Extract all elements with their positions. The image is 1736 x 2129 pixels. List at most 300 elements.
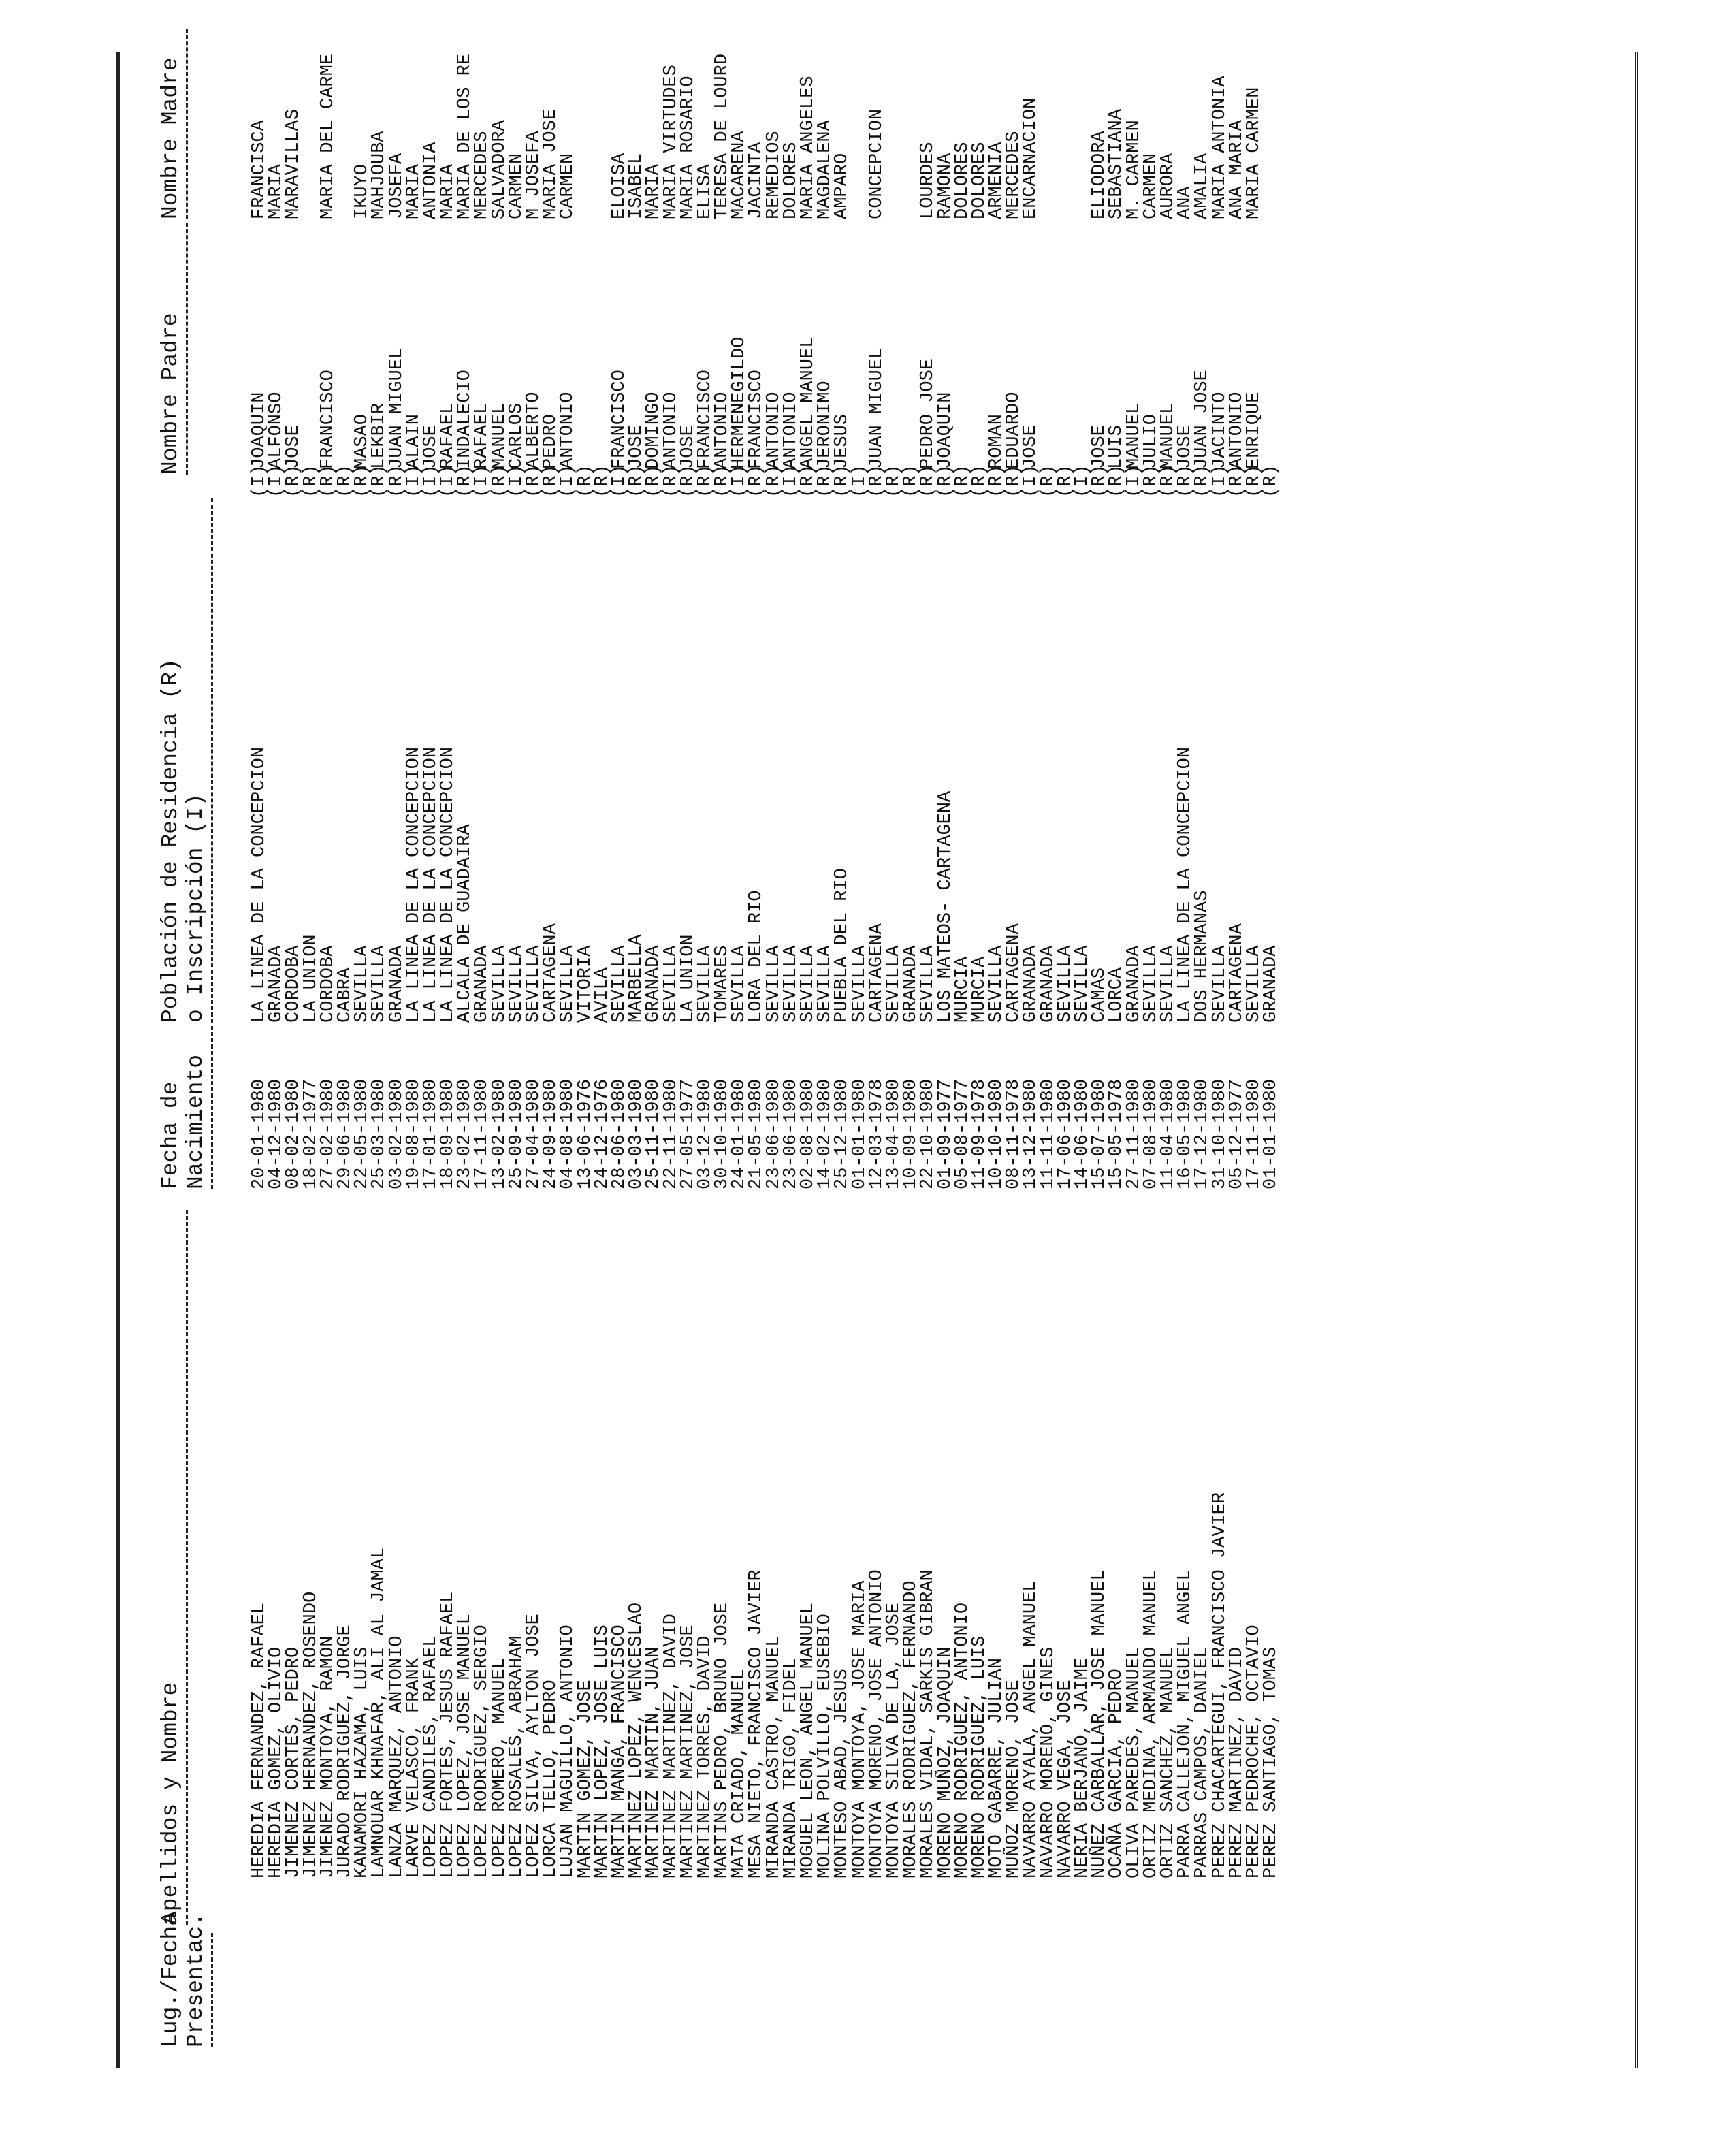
cell-apellidos-nombre: MONTOYA SILVA DE LA, JOSE — [883, 1602, 904, 1878]
cell-fecha-nacimiento: 11-09-1978 — [969, 1078, 990, 1189]
cell-poblacion: GRANADA — [1020, 945, 1042, 1023]
cell-nombre-padre: JESUS — [832, 413, 853, 469]
cell-nombre-padre: JUAN MIGUEL — [386, 347, 407, 469]
cell-nombre-madre: AMALIA — [1192, 153, 1213, 219]
cell-nombre-padre: MANUEL — [1157, 402, 1178, 469]
cell-residencia-inscripcion: (I) — [729, 464, 750, 498]
cell-nombre-madre: MARIA — [438, 163, 459, 219]
table-row — [1194, 0, 1211, 2129]
cell-fecha-nacimiento: 18-02-1977 — [300, 1078, 321, 1189]
cell-fecha-nacimiento: 01-01-1980 — [849, 1078, 870, 1189]
cell-fecha-nacimiento: 13-06-1976 — [575, 1078, 596, 1189]
cell-nombre-padre: FRANCISCO — [317, 370, 338, 469]
cell-apellidos-nombre: MARTIN GOMEZ, JOSE — [575, 1680, 596, 1878]
cell-nombre-padre: FRANCISCO — [694, 370, 716, 469]
cell-poblacion: GRANADA — [643, 945, 664, 1023]
cell-fecha-nacimiento: 25-12-1980 — [832, 1078, 853, 1189]
cell-nombre-madre: MAHJOUBA — [369, 131, 390, 219]
cell-apellidos-nombre: ORTIZ MEDINA, ARMANDO MANUEL — [1140, 1569, 1161, 1878]
cell-nombre-madre: MARIA — [266, 163, 287, 219]
cell-fecha-nacimiento: 23-02-1980 — [455, 1078, 476, 1189]
cell-residencia-inscripcion: (R) — [815, 464, 836, 498]
cell-residencia-inscripcion: (R) — [712, 464, 733, 498]
cell-residencia-inscripcion: (R) — [283, 464, 304, 498]
cell-nombre-padre: ALAIN — [403, 413, 424, 469]
cell-nombre-madre: DOLORES — [780, 142, 801, 219]
cell-residencia-inscripcion: (R) — [643, 464, 664, 498]
cell-residencia-inscripcion: (R) — [901, 464, 922, 498]
cell-nombre-madre: SEBASTIANA — [1106, 108, 1127, 219]
cell-poblacion: SEVILLA — [524, 945, 544, 1023]
cell-nombre-madre: CARMEN — [558, 153, 579, 219]
cell-nombre-padre: JERONIMO — [815, 381, 836, 469]
table-row — [1209, 0, 1230, 2129]
cell-fecha-nacimiento: 15-07-1980 — [1089, 1078, 1110, 1189]
cell-nombre-madre: ANTONIA — [420, 142, 441, 219]
cell-poblacion: SEVILLA — [780, 945, 801, 1023]
cell-apellidos-nombre: JIMENEZ CORTES, PEDRO — [283, 1646, 304, 1878]
cell-fecha-nacimiento: 15-05-1978 — [1106, 1078, 1127, 1189]
table-row — [849, 0, 870, 2129]
cell-residencia-inscripcion: (R) — [694, 464, 716, 498]
cell-apellidos-nombre: LUJAN MAGUILLO, ANTONIO — [558, 1624, 579, 1878]
cell-fecha-nacimiento: 03-12-1980 — [694, 1078, 716, 1189]
cell-residencia-inscripcion: (R) — [986, 464, 1008, 498]
cell-apellidos-nombre: HEREDIA GOMEZ, OLIVIO — [266, 1646, 287, 1878]
cell-nombre-padre: ANTONIO — [712, 391, 733, 469]
cell-residencia-inscripcion: (I) — [1072, 464, 1093, 498]
cell-fecha-nacimiento: 17-06-1980 — [1055, 1078, 1076, 1189]
cell-poblacion: CARTAGENA — [541, 923, 562, 1023]
cell-poblacion: LA LINEA DE LA CONCEPCION — [438, 746, 459, 1023]
cell-fecha-nacimiento: 16-05-1980 — [1175, 1078, 1196, 1189]
cell-apellidos-nombre: PEREZ CHACARTEGUI, FRANCISCO JAVIER — [1209, 1492, 1230, 1878]
cell-apellidos-nombre: MOTO GABARRE, JULIAN — [986, 1657, 1008, 1878]
cell-nombre-padre: RAFAEL — [438, 402, 459, 469]
cell-poblacion: MARBELLA — [626, 934, 647, 1023]
cell-fecha-nacimiento: 13-12-1980 — [1020, 1078, 1042, 1189]
cell-apellidos-nombre: NAVARRO AYALA, ANGEL MANUEL — [1020, 1580, 1042, 1878]
cell-apellidos-nombre: OLIVA PAREDES, MANUEL — [1123, 1646, 1144, 1878]
cell-fecha-nacimiento: 21-05-1980 — [746, 1078, 767, 1189]
cell-apellidos-nombre: MARTINEZ MARTINEZ, DAVID — [660, 1614, 681, 1878]
cell-fecha-nacimiento: 31-10-1980 — [1209, 1078, 1230, 1189]
cell-poblacion: GRANADA — [472, 945, 493, 1023]
cell-residencia-inscripcion: (R) — [317, 464, 338, 498]
cell-apellidos-nombre: OCAÑA GARCIA, PEDRO — [1106, 1669, 1127, 1878]
cell-poblacion: CAMAS — [1089, 967, 1110, 1023]
header-underline — [186, 1210, 188, 1925]
cell-residencia-inscripcion: (R) — [1106, 464, 1127, 498]
cell-poblacion: CARTAGENA — [1226, 923, 1247, 1023]
register-table-body — [251, 0, 1280, 2129]
cell-nombre-padre: JOSE — [420, 425, 441, 469]
cell-fecha-nacimiento: 28-06-1980 — [609, 1078, 630, 1189]
cell-fecha-nacimiento: 07-08-1980 — [1140, 1078, 1161, 1189]
cell-nombre-madre: ENCARNACION — [1020, 97, 1042, 219]
cell-fecha-nacimiento: 24-09-1980 — [541, 1078, 562, 1189]
table-row — [660, 0, 681, 2129]
cell-poblacion: SEVILLA — [558, 945, 579, 1023]
cell-fecha-nacimiento: 18-09-1980 — [438, 1078, 459, 1189]
cell-poblacion: SEVILLA — [763, 945, 784, 1023]
cell-nombre-madre: ELOISA — [609, 153, 630, 219]
cell-poblacion: SEVILLA — [883, 945, 904, 1023]
cell-residencia-inscripcion: (R) — [1243, 464, 1264, 498]
cell-poblacion: SEVILLA — [352, 945, 373, 1023]
cell-residencia-inscripcion: (R) — [1038, 464, 1059, 498]
cell-poblacion: SEVILLA — [1055, 945, 1076, 1023]
cell-apellidos-nombre: LARVE VELASCO, FRANK — [403, 1657, 424, 1878]
cell-fecha-nacimiento: 11-04-1980 — [1157, 1078, 1178, 1189]
cell-residencia-inscripcion: (R) — [626, 464, 647, 498]
cell-fecha-nacimiento: 25-03-1980 — [369, 1078, 390, 1189]
cell-nombre-padre: JUAN JOSE — [1192, 370, 1213, 469]
cell-fecha-nacimiento: 05-08-1977 — [952, 1078, 973, 1189]
cell-poblacion: MURCIA — [952, 956, 973, 1023]
cell-nombre-padre: INDALECIO — [455, 370, 476, 469]
cell-nombre-padre: JOSE — [1020, 425, 1042, 469]
header-underline — [211, 1933, 213, 2047]
cell-nombre-madre: MAGDALENA — [815, 120, 836, 219]
cell-nombre-padre: EDUARDO — [1003, 391, 1025, 469]
cell-apellidos-nombre: PEREZ PEDROCHE, OCTAVIO — [1243, 1624, 1264, 1878]
cell-apellidos-nombre: JURADO RODRIGUEZ, JORGE — [334, 1624, 355, 1878]
cell-residencia-inscripcion: (I) — [1209, 464, 1230, 498]
cell-residencia-inscripcion: (R) — [524, 464, 544, 498]
table-row — [645, 0, 662, 2129]
table-row — [300, 0, 321, 2129]
cell-residencia-inscripcion: (R) — [489, 464, 510, 498]
cell-apellidos-nombre: NUÑEZ CARBALLAR, JOSE MANUEL — [1089, 1569, 1110, 1878]
cell-fecha-nacimiento: 01-09-1977 — [935, 1078, 956, 1189]
header-fecha-nacimiento — [158, 1026, 213, 1189]
cell-residencia-inscripcion: (I) — [403, 464, 424, 498]
cell-residencia-inscripcion: (R) — [1261, 464, 1282, 498]
cell-nombre-padre: LEKBIR — [369, 402, 390, 469]
cell-residencia-inscripcion: (I) — [438, 464, 459, 498]
cell-fecha-nacimiento: 01-01-1980 — [1261, 1078, 1282, 1189]
cell-apellidos-nombre: LOPEZ SILVA, AYLTON JOSE — [524, 1614, 544, 1878]
cell-apellidos-nombre: MARTINEZ TORRES, DAVID — [694, 1635, 716, 1878]
cell-nombre-madre: MARIA VIRTUDES — [660, 65, 681, 219]
cell-nombre-madre: MARAVILLAS — [283, 108, 304, 219]
cell-residencia-inscripcion: (R) — [798, 464, 818, 498]
cell-fecha-nacimiento: 14-06-1980 — [1072, 1078, 1093, 1189]
cell-apellidos-nombre: LOPEZ ROMERO, MANUEL — [489, 1657, 510, 1878]
header-madre-text: Nombre Madre — [158, 57, 183, 219]
cell-poblacion: GRANADA — [901, 945, 922, 1023]
cell-nombre-madre: MARIA ROSARIO — [677, 76, 698, 219]
cell-residencia-inscripcion: (R) — [1140, 464, 1161, 498]
cell-nombre-madre: TERESA DE LOURD — [712, 53, 733, 219]
cell-apellidos-nombre: NERIA BERJANO, JAIME — [1072, 1657, 1093, 1878]
cell-nombre-madre: MERCEDES — [472, 131, 493, 219]
cell-residencia-inscripcion: (R) — [1089, 464, 1110, 498]
cell-residencia-inscripcion: (I) — [506, 464, 527, 498]
cell-poblacion: LORCA — [1106, 967, 1127, 1023]
cell-apellidos-nombre: MORALES RODRIGUEZ, FERNANDO — [901, 1580, 922, 1878]
cell-nombre-madre: RAMONA — [935, 153, 956, 219]
cell-nombre-padre: JOSE — [677, 425, 698, 469]
cell-nombre-padre: JUAN MIGUEL — [866, 347, 887, 469]
cell-poblacion: LOS MATEOS- CARTAGENA — [935, 790, 956, 1023]
cell-nombre-madre: ARMENIA — [986, 142, 1008, 219]
cell-nombre-madre: ELIODORA — [1089, 131, 1110, 219]
cell-nombre-padre: JOSE — [1089, 425, 1110, 469]
cell-fecha-nacimiento: 22-05-1980 — [352, 1078, 373, 1189]
cell-residencia-inscripcion: (R) — [541, 464, 562, 498]
cell-poblacion: LA UNION — [677, 934, 698, 1023]
top-double-rule — [116, 52, 120, 2068]
cell-fecha-nacimiento: 17-01-1980 — [420, 1078, 441, 1189]
cell-residencia-inscripcion: (R) — [763, 464, 784, 498]
cell-residencia-inscripcion: (R) — [352, 464, 373, 498]
cell-residencia-inscripcion: (R) — [1157, 464, 1178, 498]
cell-fecha-nacimiento: 03-03-1980 — [626, 1078, 647, 1189]
cell-fecha-nacimiento: 23-06-1980 — [780, 1078, 801, 1189]
table-row — [560, 0, 577, 2129]
cell-nombre-madre: MARIA CARMEN — [1243, 86, 1264, 219]
cell-residencia-inscripcion: (R) — [832, 464, 853, 498]
cell-apellidos-nombre: JIMENEZ HERNANDEZ, ROSENDO — [300, 1591, 321, 1878]
cell-residencia-inscripcion: (R) — [935, 464, 956, 498]
cell-nombre-madre: MARIA — [643, 163, 664, 219]
cell-nombre-padre: JOSE — [1175, 425, 1196, 469]
cell-fecha-nacimiento: 04-12-1980 — [266, 1078, 287, 1189]
cell-nombre-madre: MARIA — [403, 163, 424, 219]
cell-nombre-padre: JOSE — [283, 425, 304, 469]
cell-apellidos-nombre: MORALES VIDAL, SARKIS GIBRAN — [918, 1569, 939, 1878]
cell-poblacion: LA UNION — [300, 934, 321, 1023]
cell-apellidos-nombre: LAMNOUAR KHNAFAR, ALI AL JAMAL — [369, 1547, 390, 1878]
cell-poblacion: SEVILLA — [1140, 945, 1161, 1023]
cell-nombre-madre: FRANCISCA — [249, 120, 270, 219]
cell-apellidos-nombre: PARRA CALLEJON, MIGUEL ANGEL — [1175, 1569, 1196, 1878]
header-lugfecha — [158, 1912, 213, 2047]
cell-fecha-nacimiento: 12-03-1978 — [866, 1078, 887, 1189]
cell-nombre-madre: ANA — [1175, 186, 1196, 219]
cell-fecha-nacimiento: 17-12-1980 — [1192, 1078, 1213, 1189]
cell-poblacion: GRANADA — [1123, 945, 1144, 1023]
cell-poblacion: SEVILLA — [815, 945, 836, 1023]
header-underline — [211, 1026, 213, 1189]
cell-poblacion: SEVILLA — [369, 945, 390, 1023]
cell-fecha-nacimiento: 22-10-1980 — [918, 1078, 939, 1189]
table-row — [1123, 0, 1144, 2129]
cell-fecha-nacimiento: 24-12-1976 — [592, 1078, 613, 1189]
cell-nombre-madre: MARIA ANGELES — [798, 76, 818, 219]
cell-nombre-padre: ROMAN — [986, 413, 1008, 469]
cell-poblacion: SEVILLA — [1209, 945, 1230, 1023]
cell-residencia-inscripcion: (R) — [455, 464, 476, 498]
cell-nombre-madre: CARMEN — [1140, 153, 1161, 219]
cell-poblacion: SEVILLA — [1072, 945, 1093, 1023]
cell-apellidos-nombre: HEREDIA FERNANDEZ, RAFAEL — [249, 1602, 270, 1878]
cell-apellidos-nombre: LOPEZ CANDILES, RAFAEL — [420, 1635, 441, 1878]
cell-poblacion: SEVILLA — [918, 945, 939, 1023]
header-nombre-padre — [158, 223, 188, 475]
cell-nombre-madre: DOLORES — [952, 142, 973, 219]
cell-apellidos-nombre: MARTIN LOPEZ, JOSE LUIS — [592, 1624, 613, 1878]
cell-residencia-inscripcion: (I) — [420, 464, 441, 498]
cell-poblacion: CORDOBA — [317, 945, 338, 1023]
cell-nombre-madre: JOSEFA — [386, 153, 407, 219]
cell-residencia-inscripcion: (R) — [918, 464, 939, 498]
cell-residencia-inscripcion: (R) — [386, 464, 407, 498]
cell-apellidos-nombre: MATA CRIADO, MANUEL — [729, 1669, 750, 1878]
cell-apellidos-nombre: MESA NIETO, FRANCISCO JAVIER — [746, 1569, 767, 1878]
cell-nombre-padre: FRANCISCO — [746, 370, 767, 469]
header-padre-text: Nombre Padre — [158, 313, 183, 475]
cell-fecha-nacimiento: 27-04-1980 — [524, 1078, 544, 1189]
header-poblacion — [158, 498, 213, 1023]
table-row — [920, 0, 937, 2129]
header-lugfecha-text: Lug./Fecha Presentac. — [158, 1912, 208, 2047]
cell-nombre-padre: MANUEL — [489, 402, 510, 469]
cell-poblacion: SEVILLA — [849, 945, 870, 1023]
cell-poblacion: SEVILLA — [986, 945, 1008, 1023]
cell-residencia-inscripcion: (I) — [780, 464, 801, 498]
cell-poblacion: SEVILLA — [694, 945, 716, 1023]
cell-nombre-padre: ANTONIO — [763, 391, 784, 469]
cell-apellidos-nombre: MARTINEZ LOPEZ, WENCESLAO — [626, 1602, 647, 1878]
cell-poblacion: TOMARES — [712, 945, 733, 1023]
cell-residencia-inscripcion: (I) — [249, 464, 270, 498]
cell-apellidos-nombre: JIMENEZ MONTOYA, RAMON — [317, 1635, 338, 1878]
cell-residencia-inscripcion: (I) — [1020, 464, 1042, 498]
cell-fecha-nacimiento: 27-11-1980 — [1123, 1078, 1144, 1189]
cell-fecha-nacimiento: 20-01-1980 — [249, 1078, 270, 1189]
cell-poblacion: AVILA — [592, 967, 613, 1023]
cell-residencia-inscripcion: (R) — [300, 464, 321, 498]
cell-residencia-inscripcion: (R) — [1003, 464, 1025, 498]
cell-fecha-nacimiento: 08-02-1980 — [283, 1078, 304, 1189]
cell-poblacion: GRANADA — [1038, 945, 1059, 1023]
cell-residencia-inscripcion: (R) — [660, 464, 681, 498]
header-poblacion-text: Población de Residencia (R) o Inscripción (I) — [158, 658, 208, 1023]
cell-poblacion: CARTAGENA — [1003, 923, 1025, 1023]
cell-residencia-inscripcion: (R) — [575, 464, 596, 498]
cell-fecha-nacimiento: 29-06-1980 — [334, 1078, 355, 1189]
cell-nombre-madre: MARIA ANTONIA — [1209, 76, 1230, 219]
cell-poblacion: VITORIA — [575, 945, 596, 1023]
cell-residencia-inscripcion: (I) — [472, 464, 493, 498]
cell-fecha-nacimiento: 02-08-1980 — [798, 1078, 818, 1189]
cell-poblacion: GRANADA — [386, 945, 407, 1023]
cell-apellidos-nombre: MOLINA POLVILLO, EUSEBIO — [815, 1614, 836, 1878]
cell-apellidos-nombre: PEREZ MARTINEZ, DAVID — [1226, 1646, 1247, 1878]
cell-nombre-madre: ELISA — [694, 163, 716, 219]
cell-poblacion: SEVILLA — [506, 945, 527, 1023]
cell-nombre-padre: JOAQUIN — [935, 391, 956, 469]
cell-residencia-inscripcion: (I) — [849, 464, 870, 498]
cell-fecha-nacimiento: 27-02-1980 — [317, 1078, 338, 1189]
cell-fecha-nacimiento: 05-12-1977 — [1226, 1078, 1247, 1189]
cell-poblacion: DOS HERMANAS — [1192, 890, 1213, 1023]
cell-apellidos-nombre: MIRANDA TRIGO, FIDEL — [780, 1657, 801, 1878]
cell-nombre-padre: MANUEL — [1123, 402, 1144, 469]
cell-residencia-inscripcion: (R) — [746, 464, 767, 498]
cell-fecha-nacimiento: 23-06-1980 — [763, 1078, 784, 1189]
cell-nombre-padre: ALBERTO — [524, 391, 544, 469]
header-fecha-text: Fecha de Nacimiento — [158, 1054, 208, 1189]
cell-nombre-madre: MARIA DE LOS RE — [455, 53, 476, 219]
cell-poblacion: CORDOBA — [283, 945, 304, 1023]
cell-poblacion: CABRA — [334, 967, 355, 1023]
cell-nombre-padre: HERMENEGILDO — [729, 336, 750, 469]
cell-apellidos-nombre: MARTINEZ MARTIN, JUAN — [643, 1646, 664, 1878]
cell-fecha-nacimiento: 27-05-1977 — [677, 1078, 698, 1189]
cell-nombre-madre: JACINTA — [746, 142, 767, 219]
cell-nombre-padre: ANTONIO — [1226, 391, 1247, 469]
cell-fecha-nacimiento: 11-11-1980 — [1038, 1078, 1059, 1189]
cell-poblacion: ALCALA DE GUADAIRA — [455, 824, 476, 1023]
cell-poblacion: SEVILLA — [489, 945, 510, 1023]
cell-apellidos-nombre: MORENO RODRIGUEZ, ANTONIO — [952, 1602, 973, 1878]
cell-nombre-padre: ANGEL MANUEL — [798, 336, 818, 469]
cell-apellidos-nombre: NAVARRO VEGA, JOSE — [1055, 1680, 1076, 1878]
cell-poblacion: LA LINEA DE LA CONCEPCION — [249, 746, 270, 1023]
cell-poblacion: SEVILLA — [729, 945, 750, 1023]
cell-nombre-madre: MARIA JOSE — [541, 108, 562, 219]
cell-apellidos-nombre: LOPEZ RODRIGUEZ, SERGIO — [472, 1624, 493, 1878]
cell-apellidos-nombre: MORENO MUÑOZ, JOAQUIN — [935, 1646, 956, 1878]
cell-fecha-nacimiento: 04-08-1980 — [558, 1078, 579, 1189]
cell-apellidos-nombre: MONTOYA MONTOYA, JOSE MARIA — [849, 1580, 870, 1878]
cell-residencia-inscripcion: (R) — [369, 464, 390, 498]
cell-nombre-padre: CARLOS — [506, 402, 527, 469]
cell-residencia-inscripcion: (R) — [592, 464, 613, 498]
cell-apellidos-nombre: LOPEZ LOPEZ, JOSE MANUEL — [455, 1614, 476, 1878]
cell-fecha-nacimiento: 08-11-1978 — [1003, 1078, 1025, 1189]
cell-apellidos-nombre: PARRAS CAMPOS, DANIEL — [1192, 1646, 1213, 1878]
cell-nombre-madre: AURORA — [1157, 153, 1178, 219]
cell-fecha-nacimiento: 24-01-1980 — [729, 1078, 750, 1189]
cell-residencia-inscripcion: (R) — [866, 464, 887, 498]
cell-apellidos-nombre: LANZA MARQUEZ, ANTONIO — [386, 1635, 407, 1878]
cell-apellidos-nombre: MIRANDA CASTRO, MANUEL — [763, 1635, 784, 1878]
cell-nombre-madre: LOURDES — [918, 142, 939, 219]
cell-apellidos-nombre: MOGUEL LEON, ANGEL MANUEL — [798, 1602, 818, 1878]
cell-apellidos-nombre: MARTINS PEDRO, BRUNO JOSE — [712, 1602, 733, 1878]
cell-residencia-inscripcion: (R) — [1055, 464, 1076, 498]
cell-nombre-madre: DOLORES — [969, 142, 990, 219]
cell-fecha-nacimiento: 30-10-1980 — [712, 1078, 733, 1189]
cell-poblacion: SEVILLA — [609, 945, 630, 1023]
cell-poblacion: GRANADA — [1261, 945, 1282, 1023]
cell-nombre-madre: AMPARO — [832, 153, 853, 219]
cell-apellidos-nombre: MORENO RODRIGUEZ, LUIS — [969, 1635, 990, 1878]
cell-nombre-padre: RAFAEL — [472, 402, 493, 469]
header-underline — [186, 29, 188, 219]
cell-nombre-padre: MASAO — [352, 413, 373, 469]
cell-apellidos-nombre: PEREZ SANTIAGO, TOMAS — [1261, 1646, 1282, 1878]
cell-nombre-padre: LUIS — [1106, 425, 1127, 469]
table-row — [1263, 0, 1280, 2129]
cell-nombre-madre: ISABEL — [626, 153, 647, 219]
table-row — [748, 0, 765, 2129]
cell-apellidos-nombre: KANAMORI HAZAMA, LUIS — [352, 1646, 373, 1878]
cell-poblacion: SEVILLA — [798, 945, 818, 1023]
cell-poblacion: LORA DEL RIO — [746, 890, 767, 1023]
cell-apellidos-nombre: MUÑOZ MORENO, JOSE — [1003, 1680, 1025, 1878]
cell-fecha-nacimiento: 17-11-1980 — [472, 1078, 493, 1189]
cell-poblacion: SEVILLA — [1243, 945, 1264, 1023]
cell-residencia-inscripcion: (R) — [1175, 464, 1196, 498]
cell-residencia-inscripcion: (R) — [1226, 464, 1247, 498]
cell-nombre-madre: MERCEDES — [1003, 131, 1025, 219]
